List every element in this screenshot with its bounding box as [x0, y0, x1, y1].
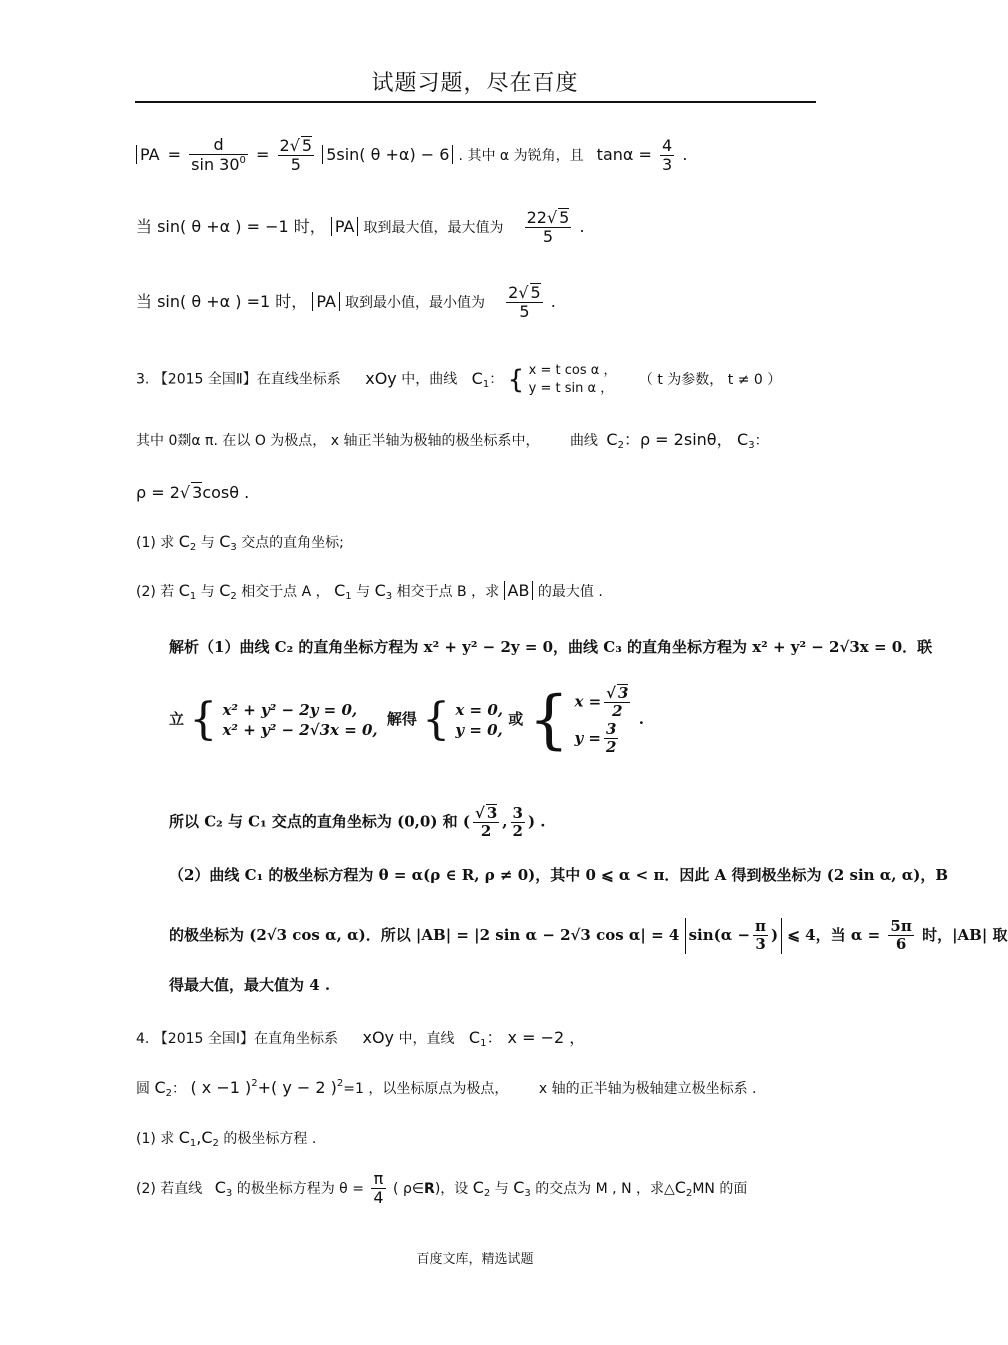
- alpha-note: . 其中 α 为锐角，且: [458, 147, 584, 164]
- c3-equation: ρ = 2√ 3cosθ .: [136, 483, 250, 502]
- pa-abs: [136, 145, 163, 164]
- eq: =: [167, 144, 182, 164]
- when-condition: 当 sin( θ +α ) =1 时，: [136, 291, 308, 311]
- problem3-line2: 其中 0剟α π. 在以 O 为极点， x 轴正半轴为极轴的极坐标系中， 曲线 $C_2$：ρ = 2sinθ， $C_3$：: [136, 430, 769, 451]
- pa-abs: PA: [331, 217, 359, 236]
- two-root5-over5: [278, 136, 315, 175]
- problem3-question1: (1) 求 $C_2$ 与 $C_3$ 交点的直角坐标;: [136, 532, 344, 553]
- solution-part2-line2: 的极坐标为 (2√3 cos α, α)．所以 |AB| = |2 sin α − 2√3 cos α| = 4 sin(α − $\frac{\pi}{3}$ ) ⩽ 4，当 α = $\frac{5\pi}{6}$ 时，|AB| 取: [169, 917, 1008, 954]
- pa-text: PA: [140, 144, 160, 164]
- left-brace: {: [189, 694, 218, 745]
- denominator: $\sin 30^0$: [191, 155, 246, 175]
- solution-one: x = 0, y = 0,: [455, 700, 503, 739]
- solution-intersection: 所以 C₂ 与 C₁ 交点的直角坐标为 (0,0) 和 ( $\frac{√ 3}{2}$ , $\frac{3}{2}$ ) .: [169, 803, 546, 841]
- joint-equations: x² + y² − 2y = 0, x² + y² − 2√3x = 0,: [222, 700, 378, 739]
- problem4-statement: 4. 【2015 全国Ⅰ】在直角坐标系 xOy 中，直线 $C_1$： x = −2 ，: [136, 1028, 586, 1049]
- solution-conclusion: 得最大值，最大值为 4 .: [169, 976, 331, 994]
- problem3-question2: (2) 若 $C_1$ 与 $C_2$ 相交于点 A ， $C_1$ 与 $C_3$ 相交于点 B ，求 AB 的最大值 .: [136, 581, 603, 602]
- max-text: 取到最大值，最大值为: [363, 219, 504, 236]
- page-footer: 百度文库，精选试题: [416, 1252, 534, 1267]
- problem4-question2: (2) 若直线 $C_3$ 的极坐标方程为 θ = $\frac{\pi}{4}$ ( ρ∈R)，设 $C_2$ 与 $C_3$ 的交点为 M , N ，求$\triangle C_2MN$ 的面: [136, 1169, 748, 1208]
- four-thirds: $\frac{4}{3}$: [662, 135, 673, 174]
- left-brace: {: [528, 683, 570, 757]
- max-fraction: $\frac{22√ 5}{5}$: [526, 208, 570, 247]
- pa-formula-line: PA = $\frac{d}{\sin 30^0}$ = $\frac{2√ 5}{5}$ 5sin( θ +α) − 6 . 其中 α 为锐角，且 tanα = $\frac{4}{3}$ .: [136, 136, 687, 175]
- problem4-question1: (1) 求 $C_1,C_2$ 的极坐标方程 .: [136, 1128, 317, 1149]
- page-header: 试题习题，尽在百度: [371, 71, 579, 96]
- problem3-statement: 3. 【2015 全国Ⅱ】在直线坐标系 xOy 中，曲线 $C_1$： { x = t cos α ， y = t sin α ， （ t 为参数， t ≠ 0 ）: [136, 363, 782, 396]
- d-over-sin30: [189, 136, 248, 175]
- min-value-line: 当 sin( θ +α ) =1 时， PA 取到最小值，最小值为 $\frac{2√ 5}{5}$ .: [136, 283, 556, 322]
- solution-system: 立 { x² + y² − 2y = 0, x² + y² − 2√3x = 0, 解得 { x = 0, y = 0, 或 { x = $\frac{√ 3}{2}$ y = $\frac{3}{2}$ .: [169, 683, 644, 757]
- numerator: 2√ 5: [279, 136, 313, 155]
- header-rule: [135, 101, 816, 103]
- param-system: x = t cos α ， y = t sin α ，: [528, 363, 617, 396]
- min-text: 取到最小值，最小值为: [345, 294, 486, 311]
- left-brace: {: [422, 694, 451, 745]
- system-brace: {: [507, 364, 525, 395]
- denominator: 5: [290, 155, 301, 175]
- problem4-circle: 圆 $C_2$： ( x −1 )$^2$+( y − 2 )$^2$=1 ，以坐标原点为极点， x 轴的正半轴为极轴建立极坐标系 .: [136, 1078, 757, 1099]
- tan-alpha: tanα =: [596, 144, 652, 164]
- eq: =: [256, 144, 270, 164]
- solution-label: 解析: [169, 638, 200, 656]
- solution-line1: 解析（1）曲线 C₂ 的直角坐标方程为 x² + y² − 2y = 0，曲线 C₃ 的直角坐标方程为 x² + y² − 2√3x = 0．联: [169, 638, 933, 656]
- abs-expression: 5sin( θ +α) − 6: [322, 145, 453, 164]
- abs-sin: sin(α − $\frac{\pi}{3}$ ): [685, 918, 783, 954]
- min-fraction: $\frac{2√ 5}{5}$: [508, 283, 541, 322]
- numerator: d: [189, 136, 248, 155]
- solution-two: x = $\frac{√ 3}{2}$ y = $\frac{3}{2}$: [574, 684, 629, 756]
- pa-abs: PA: [312, 292, 340, 311]
- solution-part2: （2）曲线 C₁ 的极坐标方程为 θ = α(ρ ∈ R, ρ ≠ 0)，其中 0 ⩽ α < π．因此 A 得到极坐标为 (2 sin α, α)，B: [169, 866, 949, 884]
- max-value-line: 当 sin( θ +α ) = −1 时， PA 取到最大值，最大值为 $\frac{22√ 5}{5}$ .: [136, 208, 585, 247]
- when-condition: 当 sin( θ +α ) = −1 时，: [136, 216, 326, 236]
